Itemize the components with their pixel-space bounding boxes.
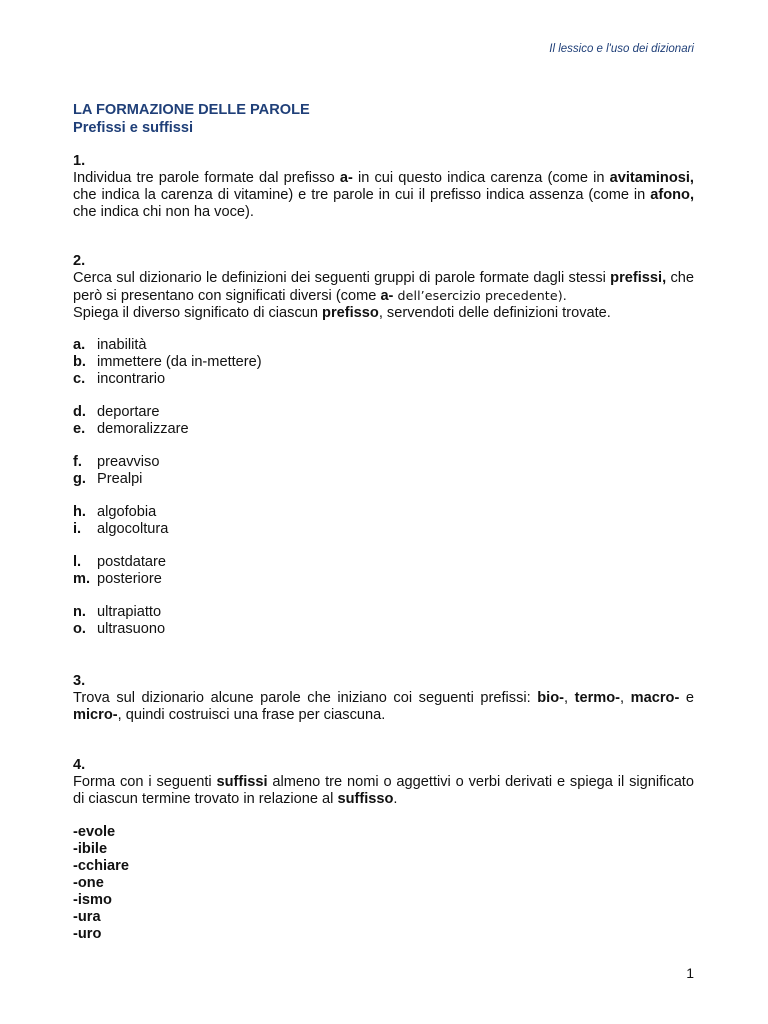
suffix-item: -ura (73, 909, 101, 925)
exercise-1 (73, 153, 694, 221)
exercise-1-text: Individua tre parole formate dal prefisso a- in cui questo indica carenza (come in avitaminosi, che indica la carenza di vitamine) e tre parole in cui il prefisso indica assenza (come in afono, che indica chi non ha voce). (73, 170, 694, 220)
list-item: f. preavviso (73, 454, 160, 470)
exercise-2-text: Cerca sul dizionario le definizioni dei seguenti gruppi di parole formate dagli stessi prefissi, che però si presentano con significati diversi (come a- dell’esercizio precedente). (73, 270, 694, 304)
suffix-item: -one (73, 875, 104, 891)
list-item: n. ultrapiatto (73, 604, 162, 620)
suffix-item: -evole (73, 824, 116, 840)
exercise-2-number: 2. (73, 253, 86, 269)
exercise-3 (73, 673, 694, 724)
exercise-4-number: 4. (73, 757, 86, 773)
exercise-2 (73, 253, 694, 322)
page-number: 1 (686, 965, 694, 981)
prefix-word-list (73, 337, 262, 638)
list-item: i. algocoltura (73, 521, 169, 537)
suffix-list (73, 824, 129, 943)
exercise-2-text-2: Spiega il diverso significato di ciascun prefisso, servendoti delle definizioni trovate. (73, 305, 611, 321)
list-item: h. algofobia (73, 504, 157, 520)
list-item: a. inabilità (73, 337, 147, 353)
list-item: l. postdatare (73, 554, 166, 570)
exercise-3-number: 3. (73, 673, 86, 689)
word-group (73, 604, 262, 638)
list-item: g. Prealpi (73, 471, 143, 487)
word-group (73, 554, 262, 588)
list-item: d. deportare (73, 404, 160, 420)
list-item: c. incontrario (73, 371, 166, 387)
running-header: Il lessico e l'uso dei dizionari (549, 43, 694, 55)
list-item: e. demoralizzare (73, 421, 189, 437)
document-page (73, 0, 694, 1024)
exercise-3-text: Trova sul dizionario alcune parole che iniziano coi seguenti prefissi: bio-, termo-, macro- e micro-, quindi costruisci una frase per ciascuna. (73, 690, 695, 723)
word-group (73, 454, 262, 488)
word-group (73, 404, 262, 438)
word-group (73, 504, 262, 538)
word-group (73, 337, 262, 388)
suffix-item: -uro (73, 926, 102, 942)
suffix-item: -ibile (73, 841, 108, 857)
exercise-4 (73, 757, 694, 808)
suffix-item: -ismo (73, 892, 112, 908)
exercise-1-number: 1. (73, 153, 86, 169)
page-title: LA FORMAZIONE DELLE PAROLE (73, 102, 310, 118)
suffix-item: -cchiare (73, 858, 129, 874)
list-item: o. ultrasuono (73, 621, 166, 637)
list-item: b. immettere (da in-mettere) (73, 354, 262, 370)
list-item: m. posteriore (73, 571, 162, 587)
exercise-4-text: Forma con i seguenti suffissi almeno tre nomi o aggettivi o verbi derivati e spiega il significato di ciascun termine trovato in relazione al suffisso. (73, 774, 694, 807)
page-subtitle: Prefissi e suffissi (73, 120, 194, 136)
